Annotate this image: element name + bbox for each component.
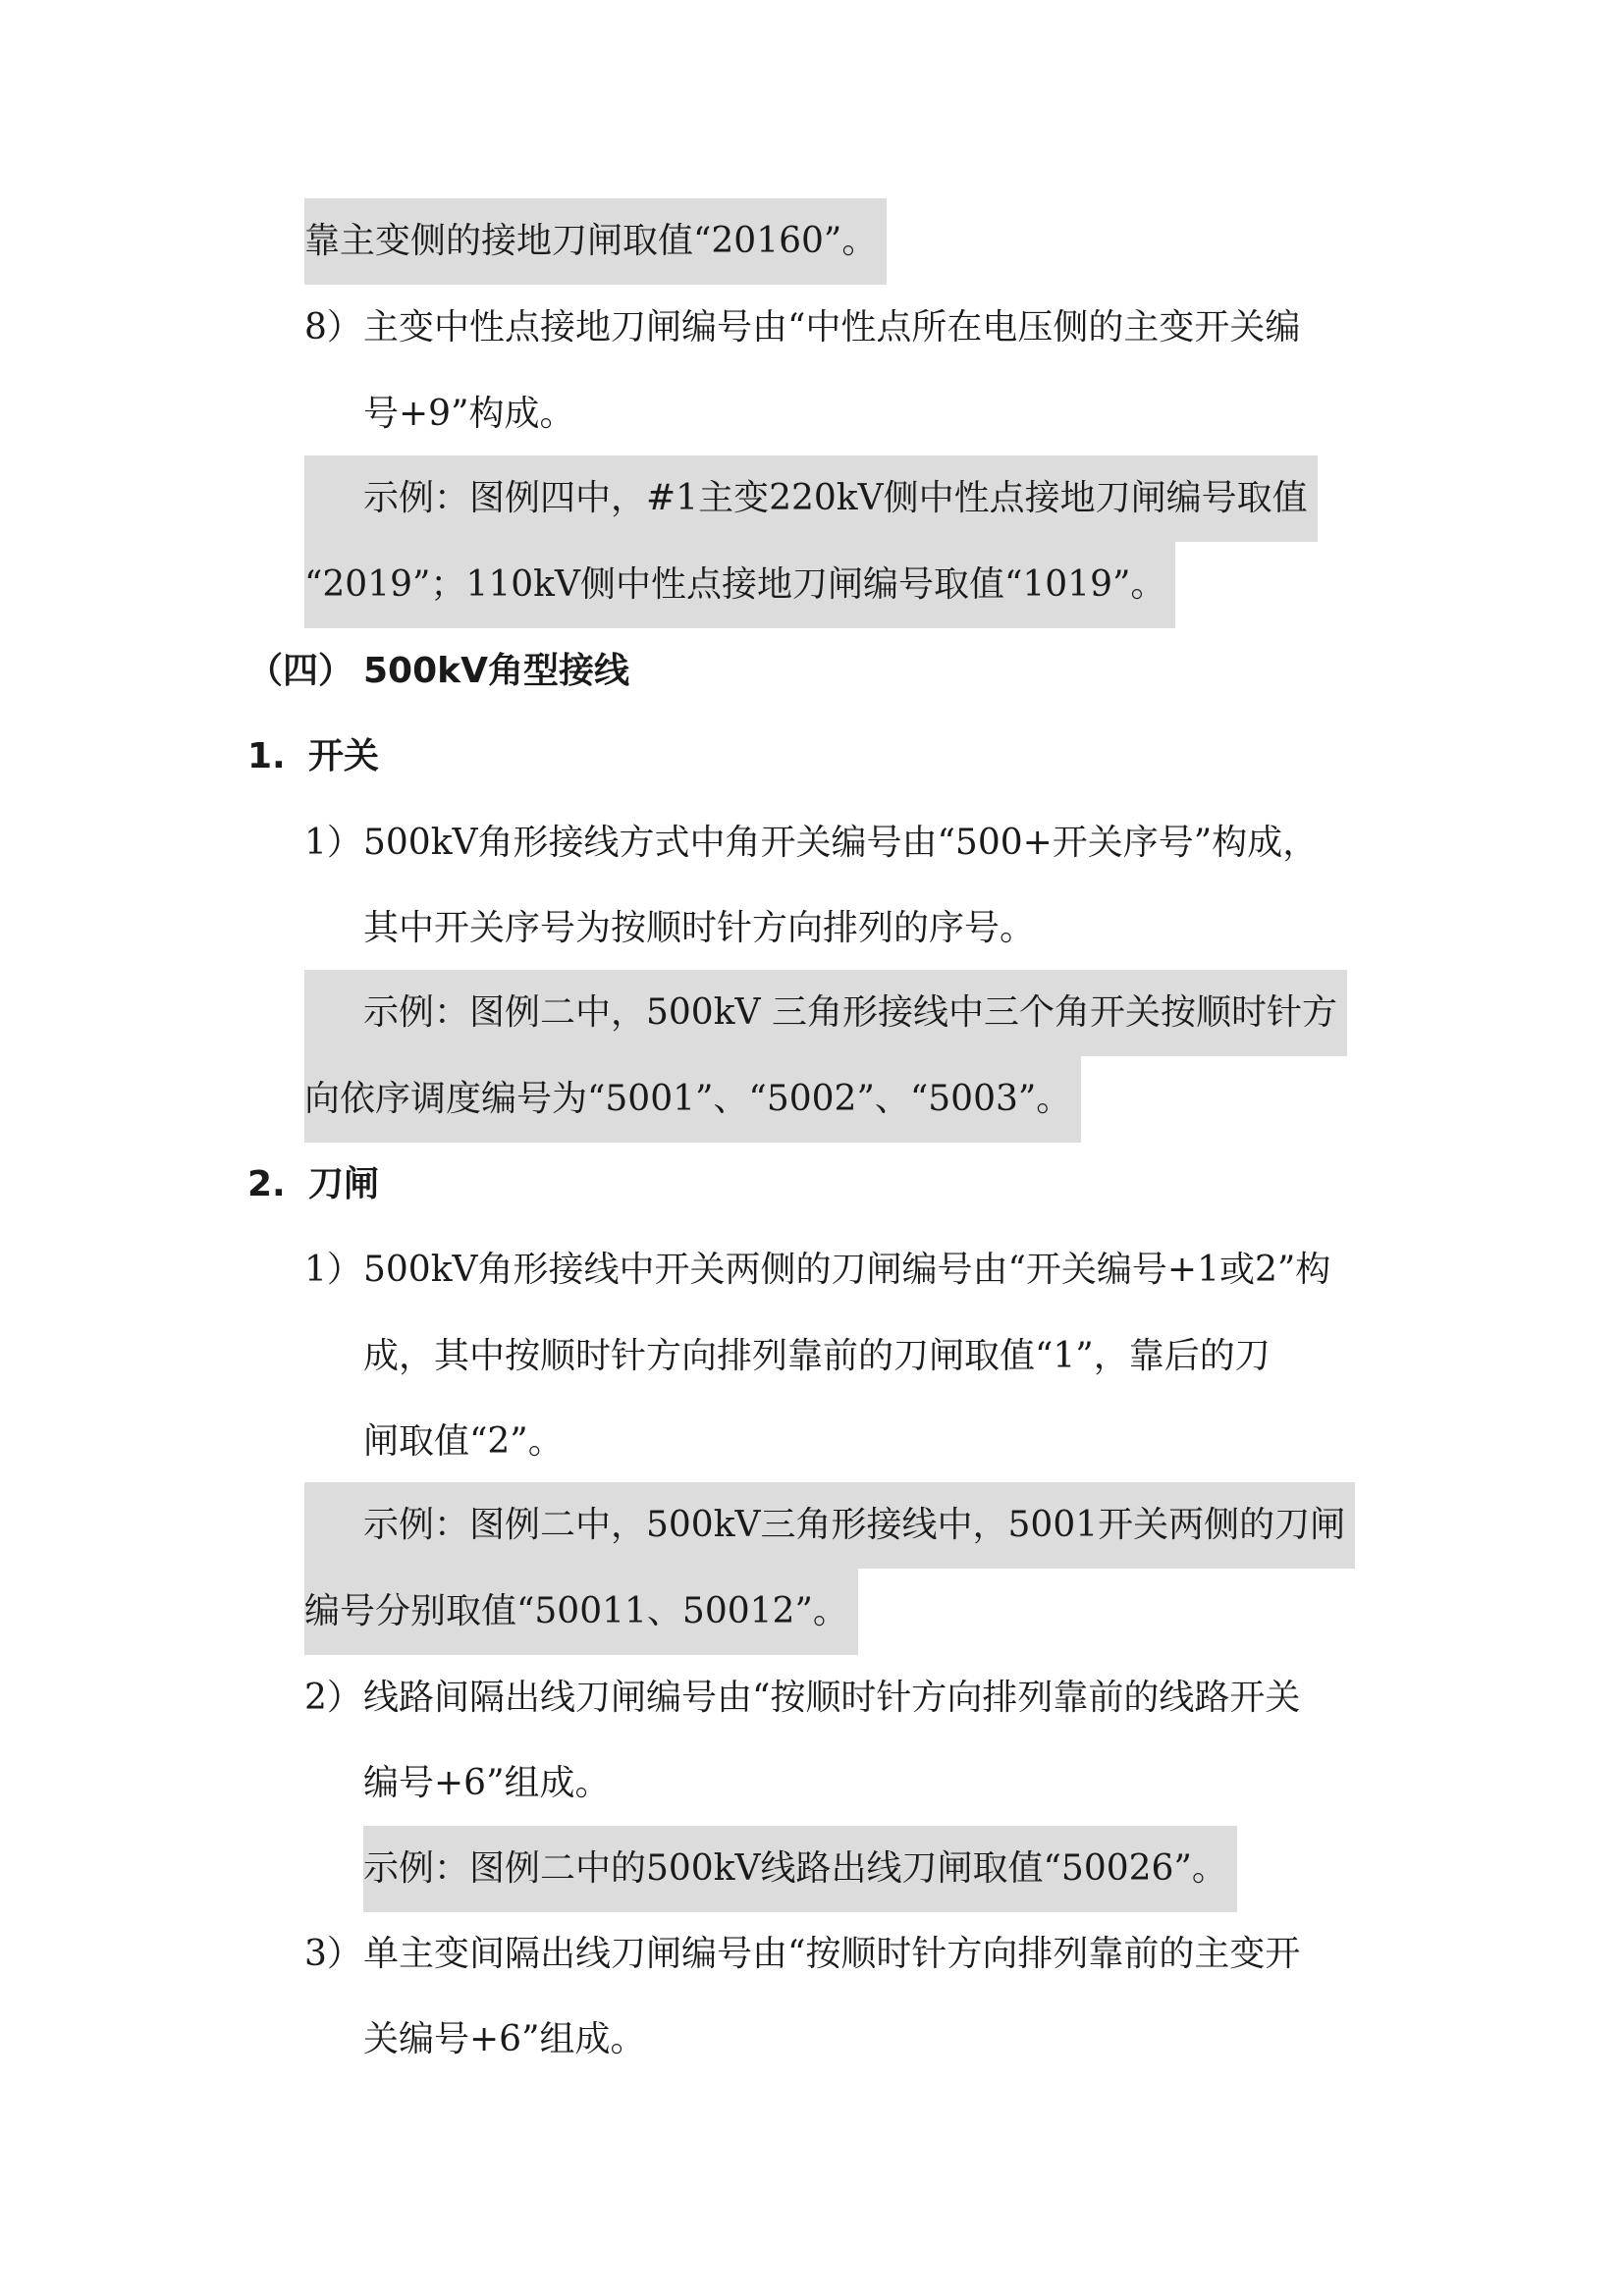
example-block: 向依序调度编号为“5001”、“5002”、“5003”。 bbox=[304, 1056, 1081, 1143]
example-block: 示例：图例二中，500kV 三角形接线中三个角开关按顺时针方 bbox=[304, 970, 1347, 1056]
list-item bbox=[304, 1227, 1330, 1313]
item-marker: 1） bbox=[304, 823, 362, 863]
text-line: 号+9”构成。 bbox=[363, 394, 575, 434]
text-line: 成，其中按顺时针方向排列靠前的刀闸取值“1”，靠后的刀 bbox=[363, 1336, 1271, 1376]
example-block: “2019”；110kV侧中性点接地刀闸编号取值“1019”。 bbox=[304, 542, 1175, 628]
item-text: 500kV角形接线中开关两侧的刀闸编号由“开关编号+1或2”构 bbox=[363, 1250, 1331, 1290]
subsection-heading: 1. 开关 bbox=[247, 736, 380, 776]
text-line: 闸取值“2”。 bbox=[363, 1421, 564, 1462]
item-text: 500kV角形接线方式中角开关编号由“500+开关序号”构成， bbox=[363, 823, 1319, 863]
item-text: 单主变间隔出线刀闸编号由“按顺时针方向排列靠前的主变开 bbox=[363, 1934, 1301, 1974]
example-block: 示例：图例二中的500kV线路出线刀闸取值“50026”。 bbox=[363, 1826, 1237, 1912]
example-block: 示例：图例四中，#1主变220kV侧中性点接地刀闸编号取值 bbox=[304, 455, 1318, 542]
subsection-heading: 2. 刀闸 bbox=[247, 1164, 380, 1204]
text-line: 靠主变侧的接地刀闸取值“20160”。 bbox=[304, 198, 887, 285]
text-line: 编号+6”组成。 bbox=[363, 1763, 611, 1803]
item-marker: 1） bbox=[304, 1250, 362, 1290]
example-block: 编号分别取值“50011、50012”。 bbox=[304, 1569, 858, 1655]
list-item bbox=[304, 1911, 1300, 1998]
item-text: 主变中性点接地刀闸编号由“中性点所在电压侧的主变开关编 bbox=[363, 307, 1301, 347]
text-line: 其中开关序号为按顺时针方向排列的序号。 bbox=[363, 908, 1036, 948]
list-item bbox=[304, 1655, 1300, 1741]
example-block: 示例：图例二中，500kV三角形接线中，5001开关两侧的刀闸 bbox=[304, 1482, 1355, 1569]
item-text: 线路间隔出线刀闸编号由“按顺时针方向排列靠前的线路开关 bbox=[363, 1678, 1301, 1718]
text-line: 关编号+6”组成。 bbox=[363, 2019, 646, 2059]
section-heading: （四） 500kV角型接线 bbox=[247, 651, 629, 691]
list-item bbox=[304, 800, 1318, 886]
item-marker: 3） bbox=[304, 1934, 362, 1974]
list-item bbox=[304, 285, 1300, 371]
item-marker: 8） bbox=[304, 307, 362, 347]
item-marker: 2） bbox=[304, 1678, 362, 1718]
